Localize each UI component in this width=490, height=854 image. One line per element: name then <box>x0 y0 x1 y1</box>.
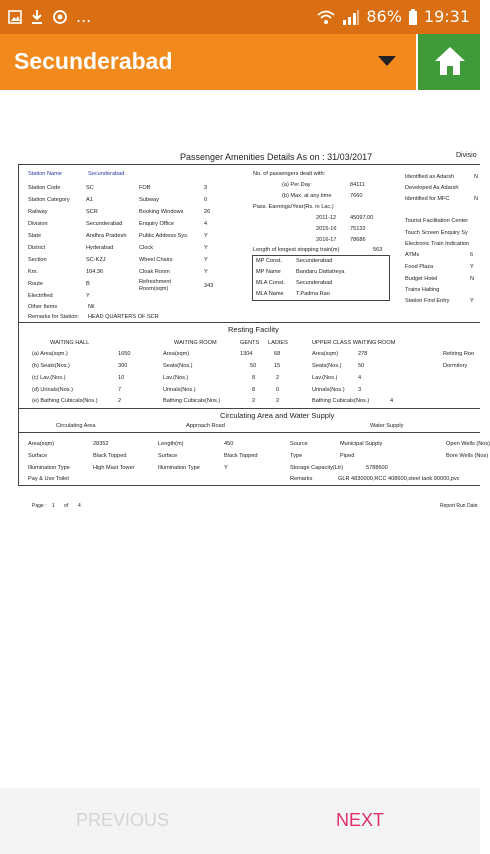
page-number: 1 <box>52 503 55 509</box>
mp-value: Secunderabad <box>296 258 333 264</box>
resting-cell: Area(sqm) <box>312 351 339 357</box>
resting-cell: 4 <box>358 375 362 381</box>
amenities-document <box>18 150 490 520</box>
area-value: 28352 <box>93 441 109 447</box>
facility-value: 3 <box>204 185 208 191</box>
dormitory-label: Dormitory <box>443 363 468 369</box>
basic-label: Station Category <box>28 197 70 203</box>
road-value: Black Topped <box>224 453 258 459</box>
basic-value: B <box>86 281 90 287</box>
road-value: 450 <box>224 441 234 447</box>
facility-value: Y <box>204 269 208 275</box>
right-label: Touch Screen Enquiry Sy <box>405 230 468 236</box>
right-label: Tourist Facilitation Center <box>405 218 469 224</box>
road-label: Length(m) <box>158 441 184 447</box>
battery-text: 86% <box>366 7 402 26</box>
area-label: Area(sqm) <box>28 441 55 447</box>
resting-cell: Seats(Nos.) <box>163 363 193 369</box>
right-label: Developed As Adarsh <box>405 185 459 191</box>
right-label: Station Find Entry <box>405 298 450 304</box>
area-label: Pay & Use Toilet <box>28 476 69 482</box>
divider <box>18 432 480 433</box>
other-items-value: Nil <box>88 304 95 310</box>
water-label: Source <box>290 441 308 447</box>
right-label: Food Plaza <box>405 264 434 270</box>
basic-value: A1 <box>86 197 93 203</box>
resting-cell: 2 <box>118 398 122 404</box>
resting-cell: 2 <box>276 375 280 381</box>
resting-cell: Lav.(Nos.) <box>163 375 189 381</box>
road-label: Surface <box>158 453 178 459</box>
station-title: Secunderabad <box>14 48 173 74</box>
resting-cell: Urinals(Nos.) <box>163 387 196 393</box>
resting-cell: 3 <box>358 387 362 393</box>
resting-cell: 278 <box>358 351 368 357</box>
area-label: Surface <box>28 453 48 459</box>
basic-label: Electrified <box>28 293 53 299</box>
right-value: 6 <box>470 252 474 258</box>
resting-cell: 50 <box>358 363 365 369</box>
more-icon: ... <box>76 7 92 26</box>
facility-label: Public Address Sys. <box>139 233 189 239</box>
resting-cell: 68 <box>274 351 281 357</box>
earnings-label: Pass. Earnings/Year(Rs. in Lac.) <box>253 204 334 210</box>
right-value: N <box>474 196 479 202</box>
resting-cell: 1650 <box>118 351 131 357</box>
water-value: Piped <box>340 453 355 459</box>
basic-label: District <box>28 245 46 251</box>
resting-cell: Area(sqm) <box>163 351 190 357</box>
resting-cell: 7 <box>118 387 122 393</box>
basic-label: Km. <box>28 269 38 275</box>
earnings-year: 2011-12 <box>316 215 337 221</box>
water-head: Water Supply <box>370 423 404 429</box>
battery-icon <box>408 9 418 25</box>
other-items-label: Other Items <box>28 304 58 310</box>
mp-value: T.Padma Rao <box>296 291 330 297</box>
facility-label: FOB <box>139 185 151 191</box>
resting-cell: 2 <box>252 398 256 404</box>
resting-cell: Bathing Cubicals(Nos.) <box>312 398 370 404</box>
resting-cell: 4 <box>390 398 394 404</box>
station-dropdown-icon[interactable] <box>378 56 396 66</box>
resting-cell: (a) Area(sqm.) <box>32 351 68 357</box>
area-value: Black Topped <box>93 453 127 459</box>
basic-value: Secunderabad <box>86 221 123 227</box>
basic-label: Station Code <box>28 185 61 191</box>
next-button[interactable]: NEXT <box>336 810 385 830</box>
area-head: Circulating Area <box>56 423 96 429</box>
passengers-heading: No. of passengers dealt with: <box>253 171 326 177</box>
basic-value: SC-KZJ <box>86 257 106 263</box>
right-label: Identified as Adarsh <box>405 174 455 180</box>
signal-icon <box>342 9 360 25</box>
train-length-value: 563 <box>373 247 383 253</box>
page-of: of <box>64 503 69 509</box>
basic-label: Section <box>28 257 47 263</box>
area-value: High Mast Tower <box>93 465 135 471</box>
home-icon <box>432 44 468 78</box>
remarks-label: Remarks for Station: <box>28 314 79 320</box>
facility-value: Y <box>204 257 208 263</box>
page-total: 4 <box>78 503 81 509</box>
resting-cell: Bathing Cubicals(Nos.) <box>163 398 221 404</box>
mp-label: MP Const. <box>256 258 283 264</box>
facility-value: 4 <box>204 221 208 227</box>
resting-cell: Lav.(Nos.) <box>312 375 338 381</box>
right-value: Y <box>470 298 474 304</box>
facility-label: Wheel Chairs <box>139 257 173 263</box>
train-length-label: Length of longest stopping train(m) <box>253 247 340 253</box>
right-label: Trains Halting <box>405 287 440 293</box>
ladies-head: LADIES <box>268 340 288 346</box>
water-value: GLR 4830000,RCC 408600,steel tank 90000,pvc <box>338 476 460 482</box>
per-day-value: 84111 <box>350 182 365 188</box>
home-button[interactable] <box>416 34 480 90</box>
page-label: Page : <box>32 503 47 509</box>
mp-label: MLA Const. <box>256 280 285 286</box>
facility-label: Clock <box>139 245 153 251</box>
divider <box>18 322 480 323</box>
facility-value: Y <box>204 245 208 251</box>
water-value: 5788600 <box>366 465 388 471</box>
basic-label: Railway <box>28 209 48 215</box>
basic-label: Division <box>28 221 48 227</box>
app-bar <box>0 34 480 90</box>
basic-value: SCR <box>86 209 98 215</box>
earnings-year: 2016-17 <box>316 237 337 243</box>
facility-value: 0 <box>204 197 208 203</box>
division-header: Divisio <box>456 152 477 159</box>
resting-cell: 0 <box>276 387 280 393</box>
right-label: Electronic Train Indication <box>405 241 470 247</box>
water-value: Municipal Supply <box>340 441 383 447</box>
download-icon <box>30 9 44 25</box>
max-label: (b) Max. at any time <box>282 193 332 199</box>
right-label: ATMs <box>405 252 420 258</box>
previous-button[interactable]: PREVIOUS <box>76 810 170 830</box>
clock-text: 19:31 <box>423 7 470 26</box>
road-value: Y <box>224 465 228 471</box>
road-label: Illumination Type <box>158 465 200 471</box>
basic-label: Route <box>28 281 43 287</box>
facility-value: 26 <box>204 209 211 215</box>
sync-icon <box>52 9 68 25</box>
resting-cell: 2 <box>276 398 280 404</box>
resting-cell: (b) Seats(Nos.) <box>32 363 70 369</box>
basic-value: SC <box>86 185 94 191</box>
water-label: Type <box>290 453 303 459</box>
resting-cell: Seats(Nos.) <box>312 363 342 369</box>
image-icon <box>8 10 22 24</box>
right-value: N <box>474 174 479 180</box>
basic-value: Y <box>86 293 90 299</box>
resting-cell: 300 <box>118 363 128 369</box>
wells-label: Open Wells (Nos) <box>446 441 490 447</box>
facility-label: Subway <box>139 197 159 203</box>
earnings-value: 78686 <box>350 237 366 243</box>
mp-value: Bandaru Dattatreya <box>296 269 345 275</box>
resting-cell: 8 <box>252 375 256 381</box>
resting-cell: 10 <box>118 375 125 381</box>
right-label: Identified for MFC <box>405 196 450 202</box>
road-head: Approach Road <box>186 423 225 429</box>
right-value: N <box>470 276 475 282</box>
remarks-value: HEAD QUARTERS OF SCR <box>88 314 159 320</box>
resting-cell: (e) Bathing Cubicals(Nos.) <box>32 398 98 404</box>
station-name-value: Secunderabad <box>88 171 125 177</box>
earnings-value: 45097.00 <box>350 215 374 221</box>
facility-value: 343 <box>204 283 214 289</box>
wifi-icon <box>316 9 336 25</box>
facility-label: Cloak Room <box>139 269 170 275</box>
resting-title: Resting Facility <box>228 325 279 334</box>
waiting-room-head: WAITING ROOM <box>174 340 217 346</box>
resting-cell: Urinals(Nos.) <box>312 387 345 393</box>
resting-cell: 50 <box>250 363 257 369</box>
resting-cell: 8 <box>252 387 256 393</box>
mp-label: MLA Name <box>256 291 284 297</box>
right-value: Y <box>470 264 474 270</box>
waiting-hall-head: WAITING HALL <box>50 340 90 346</box>
report-run-label: Report Run Date <box>440 503 478 509</box>
facility-label: Enquiry Office <box>139 221 175 227</box>
basic-label: State <box>28 233 42 239</box>
basic-value: 104.36 <box>86 269 104 275</box>
per-day-label: (a) Per Day <box>282 182 311 188</box>
basic-value: Hyderabad <box>86 245 114 251</box>
earnings-year: 2015-16 <box>316 226 337 232</box>
retiring-label: Retiring Roo <box>443 351 475 357</box>
resting-cell: (d) Urinals(Nos.) <box>32 387 74 393</box>
facility-value: Y <box>204 233 208 239</box>
divider <box>18 408 480 409</box>
circulating-title: Circulating Area and Water Supply <box>220 411 335 420</box>
wells-label: Bore Wells (Nos) <box>446 453 489 459</box>
basic-value: Andhra Pradesh <box>86 233 127 239</box>
resting-cell: 1304 <box>240 351 253 357</box>
max-value: 7660 <box>350 193 363 199</box>
mp-value: Secunderabad <box>296 280 333 286</box>
station-name-label: Station Name <box>28 171 62 177</box>
resting-cell: 15 <box>274 363 281 369</box>
gents-head: GENTS <box>240 340 260 346</box>
earnings-value: 75132 <box>350 226 366 232</box>
right-label: Budget Hotel <box>405 276 438 282</box>
mp-label: MP Name <box>256 269 281 275</box>
facility-label: Booking Windows <box>139 209 184 215</box>
water-label: Remarks <box>290 476 313 482</box>
bottom-nav <box>0 788 480 854</box>
document-title: Passenger Amenities Details As on : 31/03/2017 <box>180 152 373 162</box>
area-label: Illumination Type <box>28 465 70 471</box>
resting-cell: (c) Lav.(Nos.) <box>32 375 66 381</box>
status-bar <box>0 0 480 34</box>
facility-label: Refreshment Room(sqm) <box>139 279 172 292</box>
water-label: Storage Capacity(Ltr) <box>290 465 344 471</box>
upper-head: UPPER CLASS WAITING ROOM <box>312 340 396 346</box>
